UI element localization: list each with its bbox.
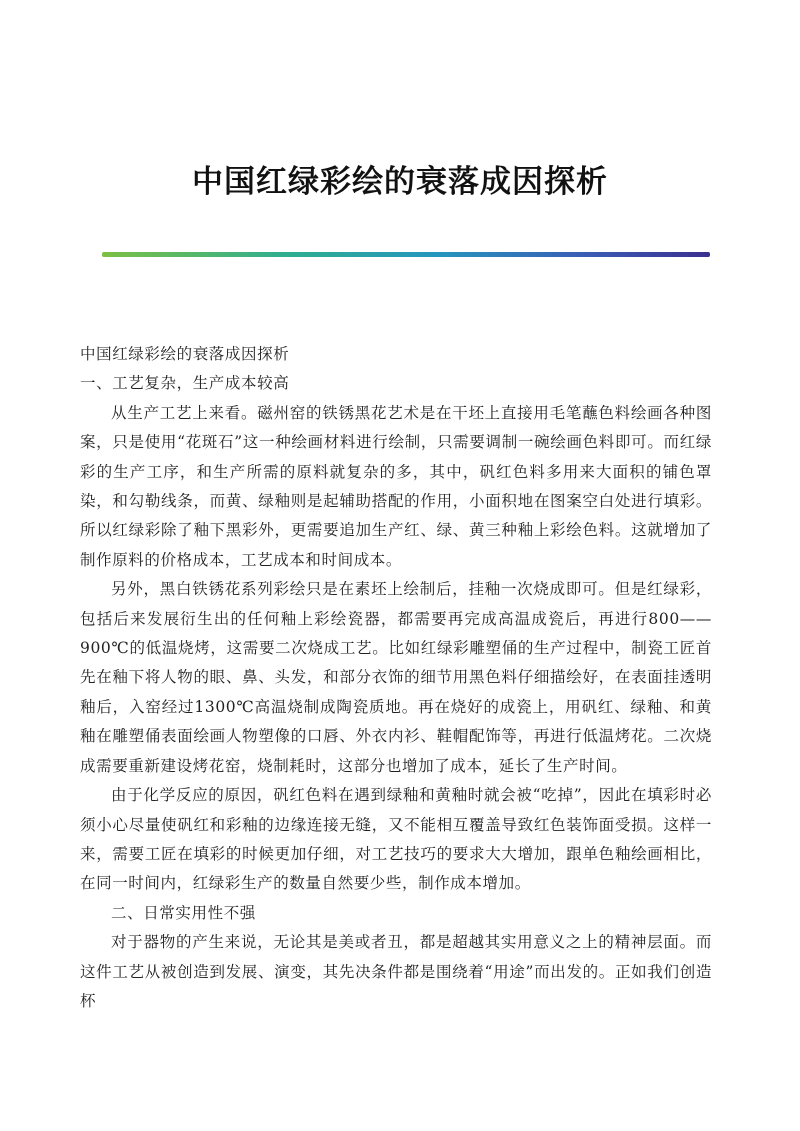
- section-heading-1: 一、工艺复杂，生产成本较高: [80, 374, 290, 393]
- body-paragraph: 对于器物的产生来说，无论其是美或者丑，都是超越其实用意义之上的精神层面。而这件工艺从被创造到发展、演变，其先决条件都是围绕着“用途”而出发的。正如我们创造杯: [80, 933, 712, 1010]
- title-divider: [102, 252, 710, 257]
- body-paragraph: 从生产工艺上来看。磁州窑的铁锈黑花艺术是在干坯上直接用毛笔蘸色料绘画各种图案，只是使用“花斑石”这一种绘画材料进行绘制，只需要调制一碗绘画色料即可。而红绿彩的生产工序，和生产所需的原料就复杂的多，其中，矾红色料多用来大面积的铺色罩染，和勾勒线条，而黄、绿釉则是起辅助搭配的作用，小面积地在图案空白处进行填彩。所以红绿彩除了釉下黑彩外，更需要追加生产红、绿、黄三种釉上彩绘色料。这就增加了制作原料的价格成本，工艺成本和时间成本。: [80, 403, 712, 569]
- body-title-paragraph: 中国红绿彩绘的衰落成因探析: [80, 345, 290, 363]
- body-paragraph: 另外，黑白铁锈花系列彩绘只是在素坯上绘制后，挂釉一次烧成即可。但是红绿彩，包括后来发展衍生出的任何釉上彩绘瓷器，都需要再完成高温成瓷后，再进行800——900℃的低温烧烤，这需要二次烧成工艺。比如红绿彩雕塑俑的生产过程中，制瓷工匠首先在釉下将人物的眼、鼻、头发，和部分衣饰的细节用黑色料仔细描绘好，在表面挂透明釉后，入窑经过1300℃高温烧制成陶瓷质地。再在烧好的成瓷上，用矾红、绿釉、和黄釉在雕塑俑表面绘画人物塑像的口唇、外衣内衫、鞋帽配饰等，再进行低温烤花。二次烧成需要重新建设烤花窑，烧制耗时，这部分也增加了成本，延长了生产时间。: [80, 580, 712, 775]
- document-body: [80, 340, 712, 1016]
- document-title: 中国红绿彩绘的衰落成因探析: [192, 164, 608, 200]
- body-paragraph: 由于化学反应的原因，矾红色料在遇到绿釉和黄釉时就会被“吃掉”，因此在填彩时必须小心尽量使矾红和彩釉的边缘连接无缝，又不能相互覆盖导致红色装饰面受损。这样一来，需要工匠在填彩的时候更加仔细，对工艺技巧的要求大大增加，跟单色釉绘画相比，在同一时间内，红绿彩生产的数量自然要少些，制作成本增加。: [80, 786, 712, 893]
- section-heading-2: 二、日常实用性不强: [111, 903, 256, 922]
